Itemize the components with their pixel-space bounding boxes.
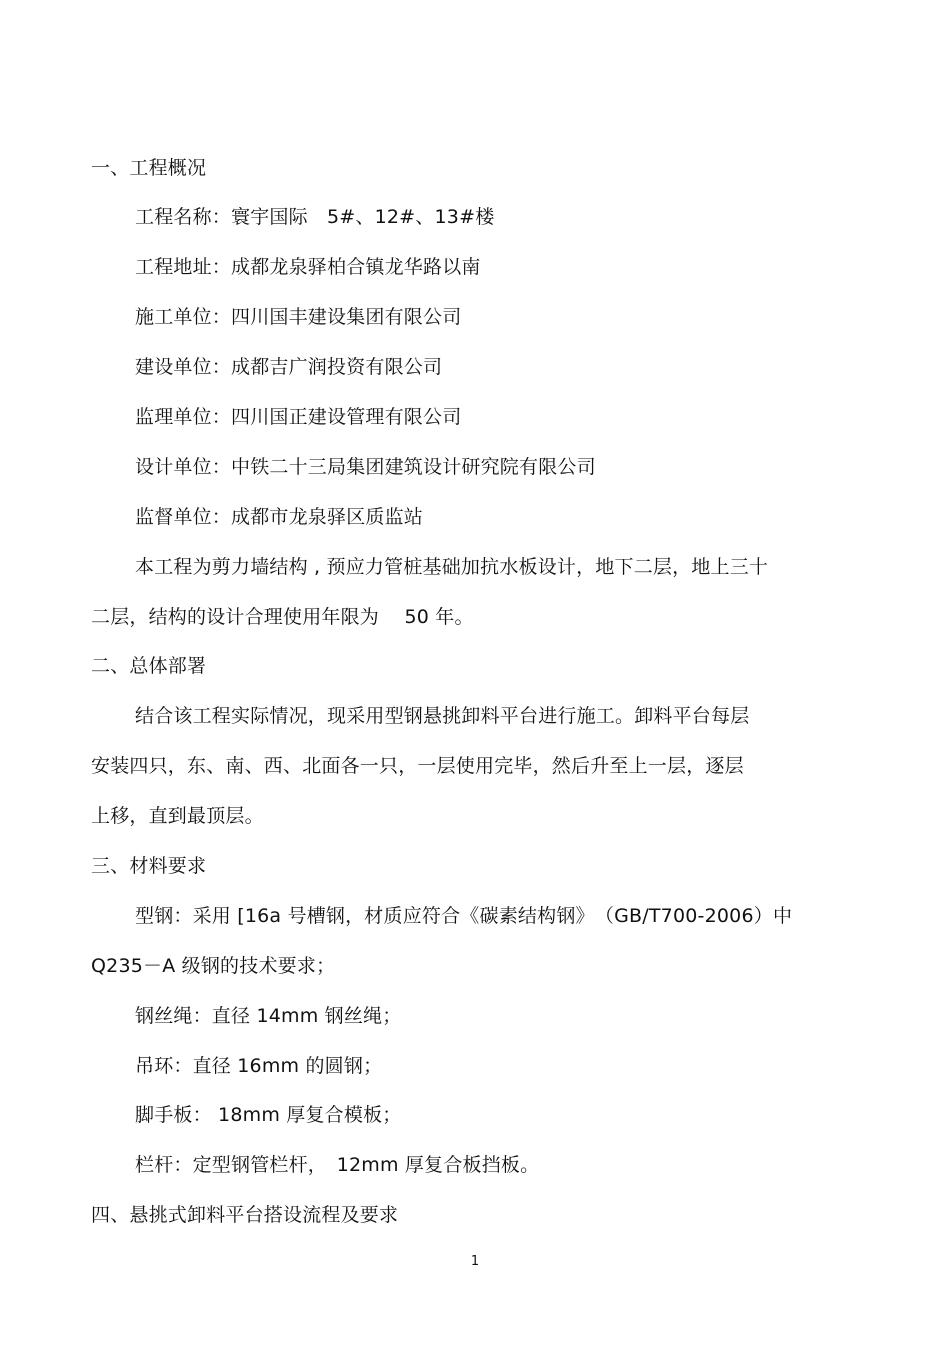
material-railing: 栏杆：定型钢管栏杆， 12mm 厚复合板挡板。 bbox=[135, 1154, 540, 1176]
project-address: 工程地址：成都龙泉驿柏合镇龙华路以南 bbox=[135, 256, 481, 278]
material-lifting-ring: 吊环：直径 16mm 的圆钢； bbox=[135, 1055, 383, 1077]
page-number: 1 bbox=[470, 1254, 480, 1269]
inspection-unit: 监督单位：成都市龙泉驿区质监站 bbox=[135, 506, 424, 528]
project-name: 工程名称：寰宇国际 5#、12#、13#楼 bbox=[135, 206, 495, 228]
material-steel-line-1: 型钢：采用 [16a 号槽钢，材质应符合《碳素结构钢》 （GB/T700-2006）中 bbox=[135, 905, 793, 927]
deployment-line-3: 上移，直到最顶层。 bbox=[91, 805, 264, 827]
section-heading-materials: 三、材料要求 bbox=[91, 855, 207, 877]
construction-unit: 施工单位：四川国丰建设集团有限公司 bbox=[135, 306, 462, 328]
material-steel-line-2: Q235－A 级钢的技术要求； bbox=[91, 955, 336, 977]
supervision-unit: 监理单位：四川国正建设管理有限公司 bbox=[135, 406, 462, 428]
material-wire-rope: 钢丝绳：直径 14mm 钢丝绳； bbox=[135, 1005, 402, 1027]
material-scaffold-board: 脚手板： 18mm 厚复合模板； bbox=[135, 1104, 402, 1126]
section-heading-process: 四、悬挑式卸料平台搭设流程及要求 bbox=[91, 1204, 399, 1226]
owner-unit: 建设单位：成都吉广润投资有限公司 bbox=[135, 356, 443, 378]
structure-description-line-1: 本工程为剪力墙结构 , 预应力管桩基础加抗水板设计，地下二层，地上三十 bbox=[135, 556, 769, 578]
deployment-line-2: 安装四只，东、南、西、北面各一只，一层使用完毕，然后升至上一层，逐层 bbox=[91, 755, 744, 777]
section-heading-deployment: 二、总体部署 bbox=[91, 655, 207, 677]
section-heading-overview: 一、工程概况 bbox=[91, 157, 207, 179]
deployment-line-1: 结合该工程实际情况，现采用型钢悬挑卸料平台进行施工。卸料平台每层 bbox=[135, 705, 750, 727]
structure-description-line-2: 二层，结构的设计合理使用年限为 50 年。 bbox=[91, 606, 474, 628]
design-unit: 设计单位：中铁二十三局集团建筑设计研究院有限公司 bbox=[135, 456, 596, 478]
